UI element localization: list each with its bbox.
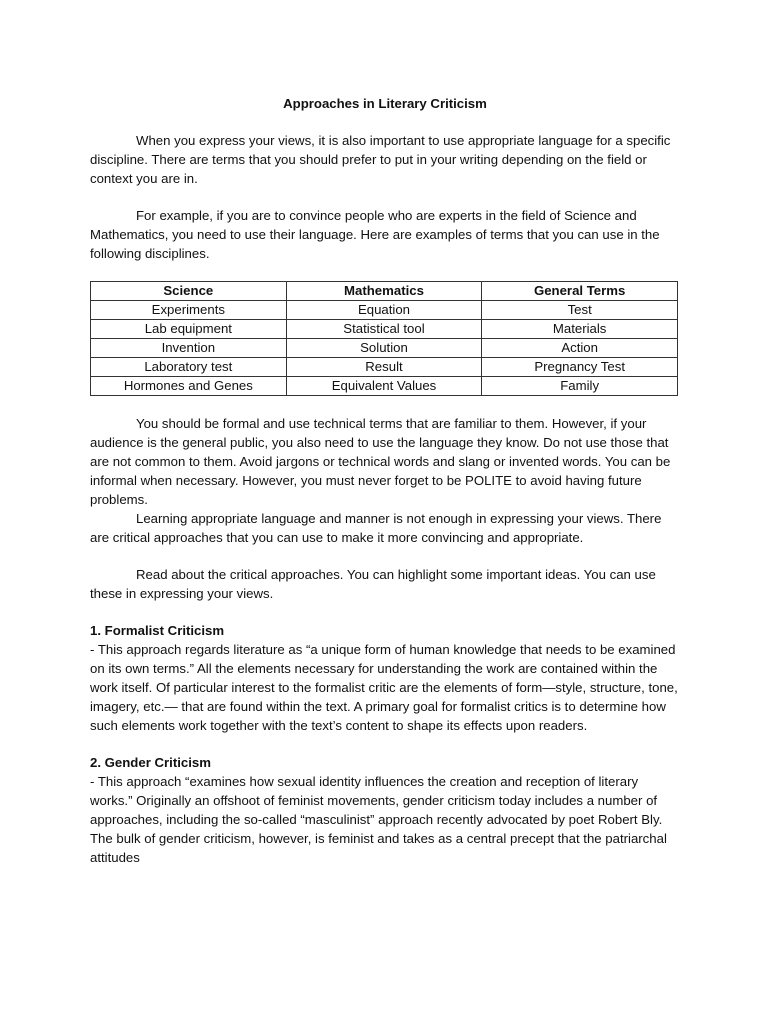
spacer xyxy=(90,735,680,753)
table-cell: Result xyxy=(286,358,482,377)
section-body-formalist: - This approach regards literature as “a unique form of human knowledge that needs to be examined on its own terms.” All the elements necessary for understanding the work are contained within the work itself. Of particular interest to the formalist critic are the elements of form—style, structure, tone, imagery, etc.— that are found within the text. A primary goal for formalist critics is to determine how such elements work together with the text’s content to shape its effects upon readers. xyxy=(90,642,678,733)
middle-paragraph-3: Read about the critical approaches. You can highlight some important ideas. You can use these in expressing your views. xyxy=(90,567,656,601)
section-body-gender: - This approach “examines how sexual identity influences the creation and reception of literary works.” Originally an offshoot of feminist movements, gender criticism today includes a number of approaches, including the so-called “masculinist” approach recently advocated by poet Robert Bly. The bulk of gender criticism, however, is feminist and takes as a central precept that the patriarchal attitudes xyxy=(90,774,667,865)
table-cell: Pregnancy Test xyxy=(482,358,678,377)
spacer xyxy=(90,188,680,206)
table-row xyxy=(91,377,678,396)
document-page xyxy=(90,94,680,867)
table-header-science: Science xyxy=(91,282,287,301)
spacer xyxy=(90,263,680,281)
section-heading-formalist: 1. Formalist Criticism xyxy=(90,623,225,638)
table-row xyxy=(91,301,678,320)
table-cell: Solution xyxy=(286,339,482,358)
table-cell: Equivalent Values xyxy=(286,377,482,396)
table-cell: Family xyxy=(482,377,678,396)
table-cell: Equation xyxy=(286,301,482,320)
table-cell: Test xyxy=(482,301,678,320)
table-row xyxy=(91,320,678,339)
section-heading-gender: 2. Gender Criticism xyxy=(90,755,211,770)
table-cell: Laboratory test xyxy=(91,358,287,377)
table-cell: Experiments xyxy=(91,301,287,320)
terms-table xyxy=(90,281,678,396)
document-title: Approaches in Literary Criticism xyxy=(283,96,487,111)
middle-paragraph-2: Learning appropriate language and manner is not enough in expressing your views. There are critical approaches that you can use to make it more convincing and appropriate. xyxy=(90,511,662,545)
table-header-row xyxy=(91,282,678,301)
table-cell: Lab equipment xyxy=(91,320,287,339)
table-row xyxy=(91,339,678,358)
spacer xyxy=(90,396,680,414)
table-row xyxy=(91,358,678,377)
table-header-general-terms: General Terms xyxy=(482,282,678,301)
spacer xyxy=(90,603,680,621)
table-cell: Statistical tool xyxy=(286,320,482,339)
middle-paragraph-1: You should be formal and use technical terms that are familiar to them. However, if your audience is the general public, you also need to use the language they know. Do not use those that are not common to them. Avoid jargons or technical words and slang or invented words. You can be informal when necessary. However, you must never forget to be POLITE to avoid having future problems. xyxy=(90,416,671,507)
intro-paragraph-1: When you express your views, it is also important to use appropriate language for a specific discipline. There are terms that you should prefer to put in your writing depending on the field or context you are in. xyxy=(90,133,671,186)
intro-paragraph-2: For example, if you are to convince people who are experts in the field of Science and Mathematics, you need to use their language. Here are examples of terms that you can use in the following disciplines. xyxy=(90,208,660,261)
spacer xyxy=(90,547,680,565)
table-cell: Hormones and Genes xyxy=(91,377,287,396)
table-header-mathematics: Mathematics xyxy=(286,282,482,301)
table-cell: Action xyxy=(482,339,678,358)
table-cell: Materials xyxy=(482,320,678,339)
table-cell: Invention xyxy=(91,339,287,358)
